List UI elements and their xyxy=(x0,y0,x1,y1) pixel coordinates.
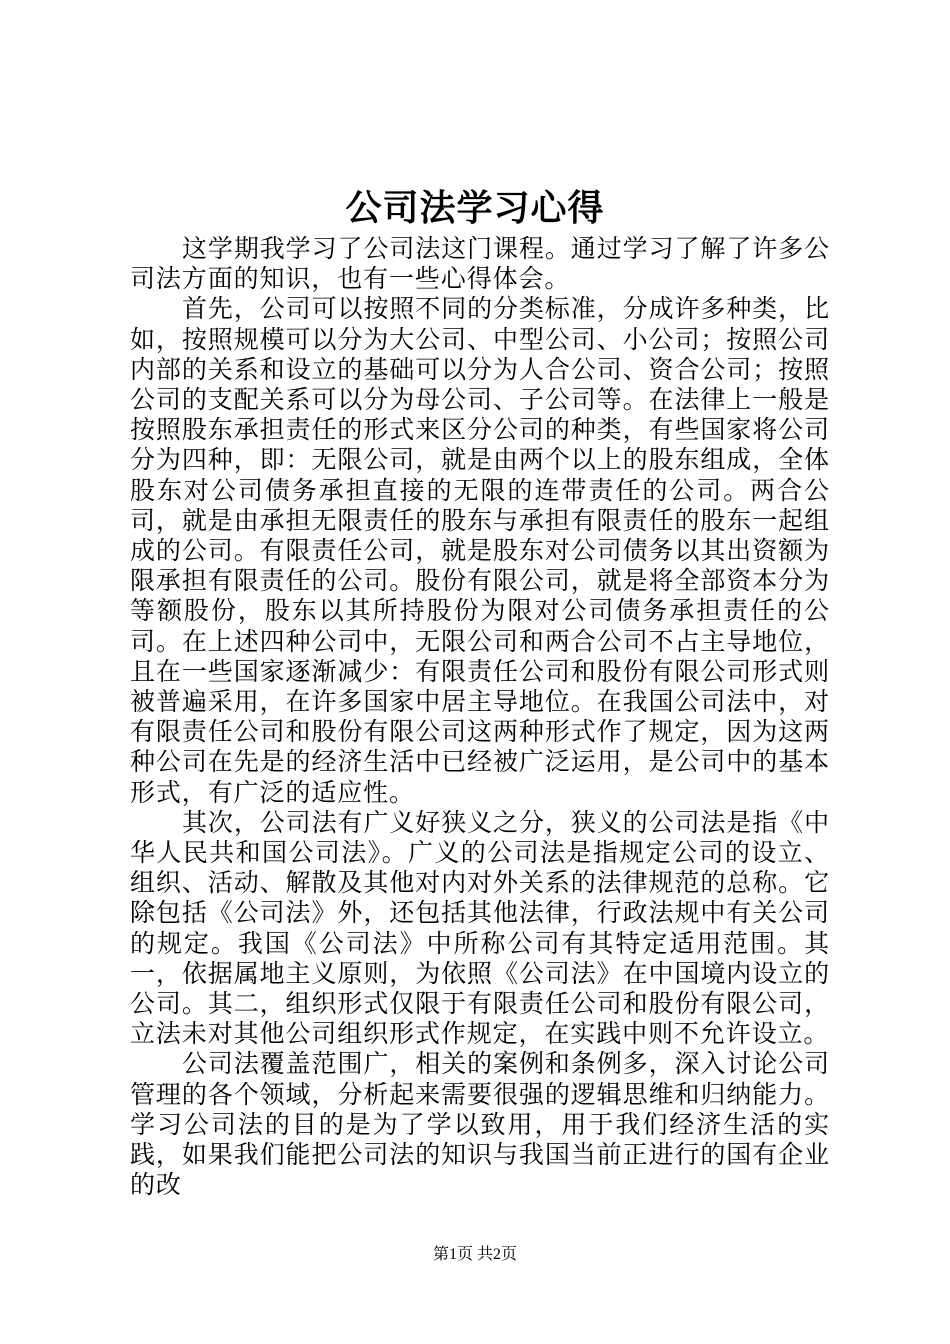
paragraph-intro: 这学期我学习了公司法这门课程。通过学习了解了许多公司法方面的知识，也有一些心得体会。 xyxy=(130,234,830,294)
paragraph-company-types: 首先，公司可以按照不同的分类标准，分成许多种类，比如，按照规模可以分为大公司、中型公司、小公司；按照公司内部的关系和设立的基础可以分为人合公司、资合公司；按照公司的支配关系可以分为母公司、子公司等。在法律上一般是按照股东承担责任的形式来区分公司的种类，有些国家将公司分为四种，即：无限公司，就是由两个以上的股东组成，全体股东对公司债务承担直接的无限的连带责任的公司。两合公司，就是由承担无限责任的股东与承担有限责任的股东一起组成的公司。有限责任公司，就是股东对公司债务以其出资额为限承担有限责任的公司。股份有限公司，就是将全部资本分为等额股份，股东以其所持股份为限对公司债务承担责任的公司。在上述四种公司中，无限公司和两合公司不占主导地位，且在一些国家逐渐减少：有限责任公司和股份有限公司形式则被普遍采用，在许多国家中居主导地位。在我国公司法中，对有限责任公司和股份有限公司这两种形式作了规定，因为这两种公司在先是的经济生活中已经被广泛运用，是公司中的基本形式，有广泛的适应性。 xyxy=(130,294,830,807)
document-body xyxy=(130,234,830,1201)
document-title: 公司法学习心得 xyxy=(345,187,605,229)
page-footer: 第1页 共2页 xyxy=(432,1246,517,1263)
paragraph-study-purpose: 公司法覆盖范围广，相关的案例和条例多，深入讨论公司管理的各个领域，分析起来需要很强的逻辑思维和归纳能力。学习公司法的目的是为了学以致用，用于我们经济生活的实践，如果我们能把公司法的知识与我国当前正进行的国有企业的改 xyxy=(130,1049,830,1200)
paragraph-company-law-scope: 其次，公司法有广义好狭义之分，狭义的公司法是指《中华人民共和国公司法》。广义的公司法是指规定公司的设立、组织、活动、解散及其他对内对外关系的法律规范的总称。它除包括《公司法》外，还包括其他法律，行政法规中有关公司的规定。我国《公司法》中所称公司有其特定适用范围。其一，依据属地主义原则，为依照《公司法》在中国境内设立的公司。其二，组织形式仅限于有限责任公司和股份有限公司，立法未对其他公司组织形式作规定，在实践中则不允许设立。 xyxy=(130,807,830,1049)
